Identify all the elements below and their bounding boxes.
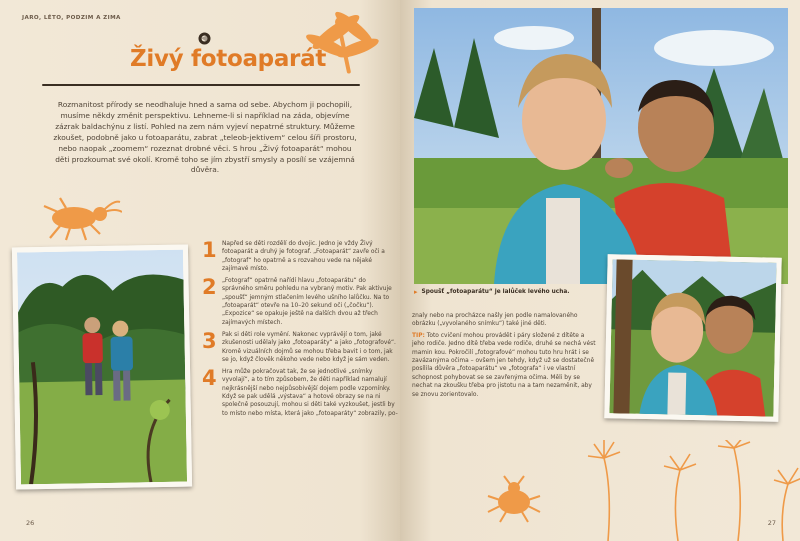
page-number-left: 26	[26, 519, 35, 527]
photo-main-children	[414, 8, 788, 284]
step-text: „Fotograf“ opatrně nařídí hlavu „fotoaparátu“ do správného směru pohledu na vybraný motiv. Pak aktivuje „spoušť“ jemným stlačením levého ušního lalůčku. Na to „fotoaparát“ otevře na 10–20 sekund oči („čočku“). „Expozice“ se opakuje ještě na dalších dvou až třech zajímavých místech.	[222, 278, 392, 326]
photo-children-outdoor	[12, 244, 192, 489]
photo-caption	[414, 288, 604, 296]
step-number: 2	[202, 275, 217, 300]
steps-list	[198, 240, 398, 422]
beetle-icon	[30, 192, 122, 242]
step-item	[198, 328, 398, 364]
title-divider	[42, 84, 360, 86]
continuation-paragraph: znaly nebo na procházce našly jen podle namalovaného obrázku („vyvolaného snímku“) také jiné děti.	[412, 313, 578, 328]
step-item	[198, 277, 398, 327]
right-page	[400, 0, 800, 541]
step-number: 4	[202, 366, 217, 391]
camera-icon	[198, 32, 211, 45]
caption-arrow-icon: ▸	[414, 288, 418, 296]
step-item	[198, 240, 398, 273]
running-head: JARO, LÉTO, PODZIM A ZIMA	[22, 15, 121, 21]
tip-label: TIP:	[412, 332, 425, 339]
caption-text: Spoušť „fotoaparátu“ je lalůček levého ucha.	[421, 289, 570, 295]
step-text: Pak si děti role vymění. Nakonec vyprávějí o tom, jaké zkušenosti udělaly jako „fotoaparáty“ a jako „fotografové“. Kromě vizuálních dojmů se mohou třeba bavit i o tom, jak se jo, když člověk někoho vede nebo když je sám veden.	[222, 331, 396, 363]
tip-text: Toto cvičení mohou provádět i páry složené z dítěte a jeho rodiče. Jedno dítě třeba vede rodiče, druhé se nechá vést mamin kou. Pokročilí „fotografové“ mohou tuto hru hrát i se zavázanýma očima – ovšem jen tehdy, když už se dostatečně posílila důvěra „fotoaparátu“ ve „fotografa“ i ve vlastní schopnost pohybovat se se zavřenýma očima. Měli by se nechat na zkoušku třeba pro jistotu na a tam nezaměnit, aby se znovu zorientovalo.	[412, 332, 596, 398]
step-number: 1	[202, 238, 217, 262]
dandelion-icon	[568, 440, 800, 541]
step-text: Napřed se děti rozdělí do dvojic. Jedno je vždy Živý fotoaparát a druhý je fotograf. „Fotoaparát“ zavře oči a „fotograf“ ho opatrně a s rozvahou vede na nějaké zajímavé místo.	[222, 241, 385, 272]
step-item	[198, 368, 398, 418]
step-text: Hra může pokračovat tak, že se jednotlivé „snímky vyvolají“, a to tím způsobem, že děti například namalují nejkrásnější nebo nejpůsobivější dojem podle vzpomínky. Když se pak udělá „výstava“ a hotové obrazy se na ni společně posouzují, mohou si děti také vyzkoušet, jestli by to místo nebo místa, která jako „fotoaparáty“ zobrazily, po-	[222, 369, 398, 417]
photo-small-children	[604, 254, 781, 422]
intro-paragraph: Rozmanitost přírody se neodhaluje hned a sama od sebe. Abychom ji pochopili, musíme někdy změnit perspektivu. Lehneme-li si například na záda, objevíme zázrak baldachýnu z listí. Pohled na zem nám vyjeví nepatrné struktury. Můžeme zkoušet, podobně jako u fotoaparátu, zabrat „teleob-jektivem“ celou šíři prostoru, nebo naopak „zoomem“ rozeznat drobné věci. S hrou „Živý fotoaparát“ mohou děti prozkoumat své okolí. Kromě toho se jím zbystří smysly a posílí se vzájemná důvěra.	[53, 100, 357, 175]
step-number: 3	[202, 328, 217, 353]
page-number-right: 27	[767, 519, 776, 527]
page-title: Živý fotoaparát	[130, 46, 327, 72]
tip-paragraph	[412, 332, 598, 399]
ladybug-bug-icon	[484, 474, 544, 524]
body-text-column	[412, 312, 598, 402]
